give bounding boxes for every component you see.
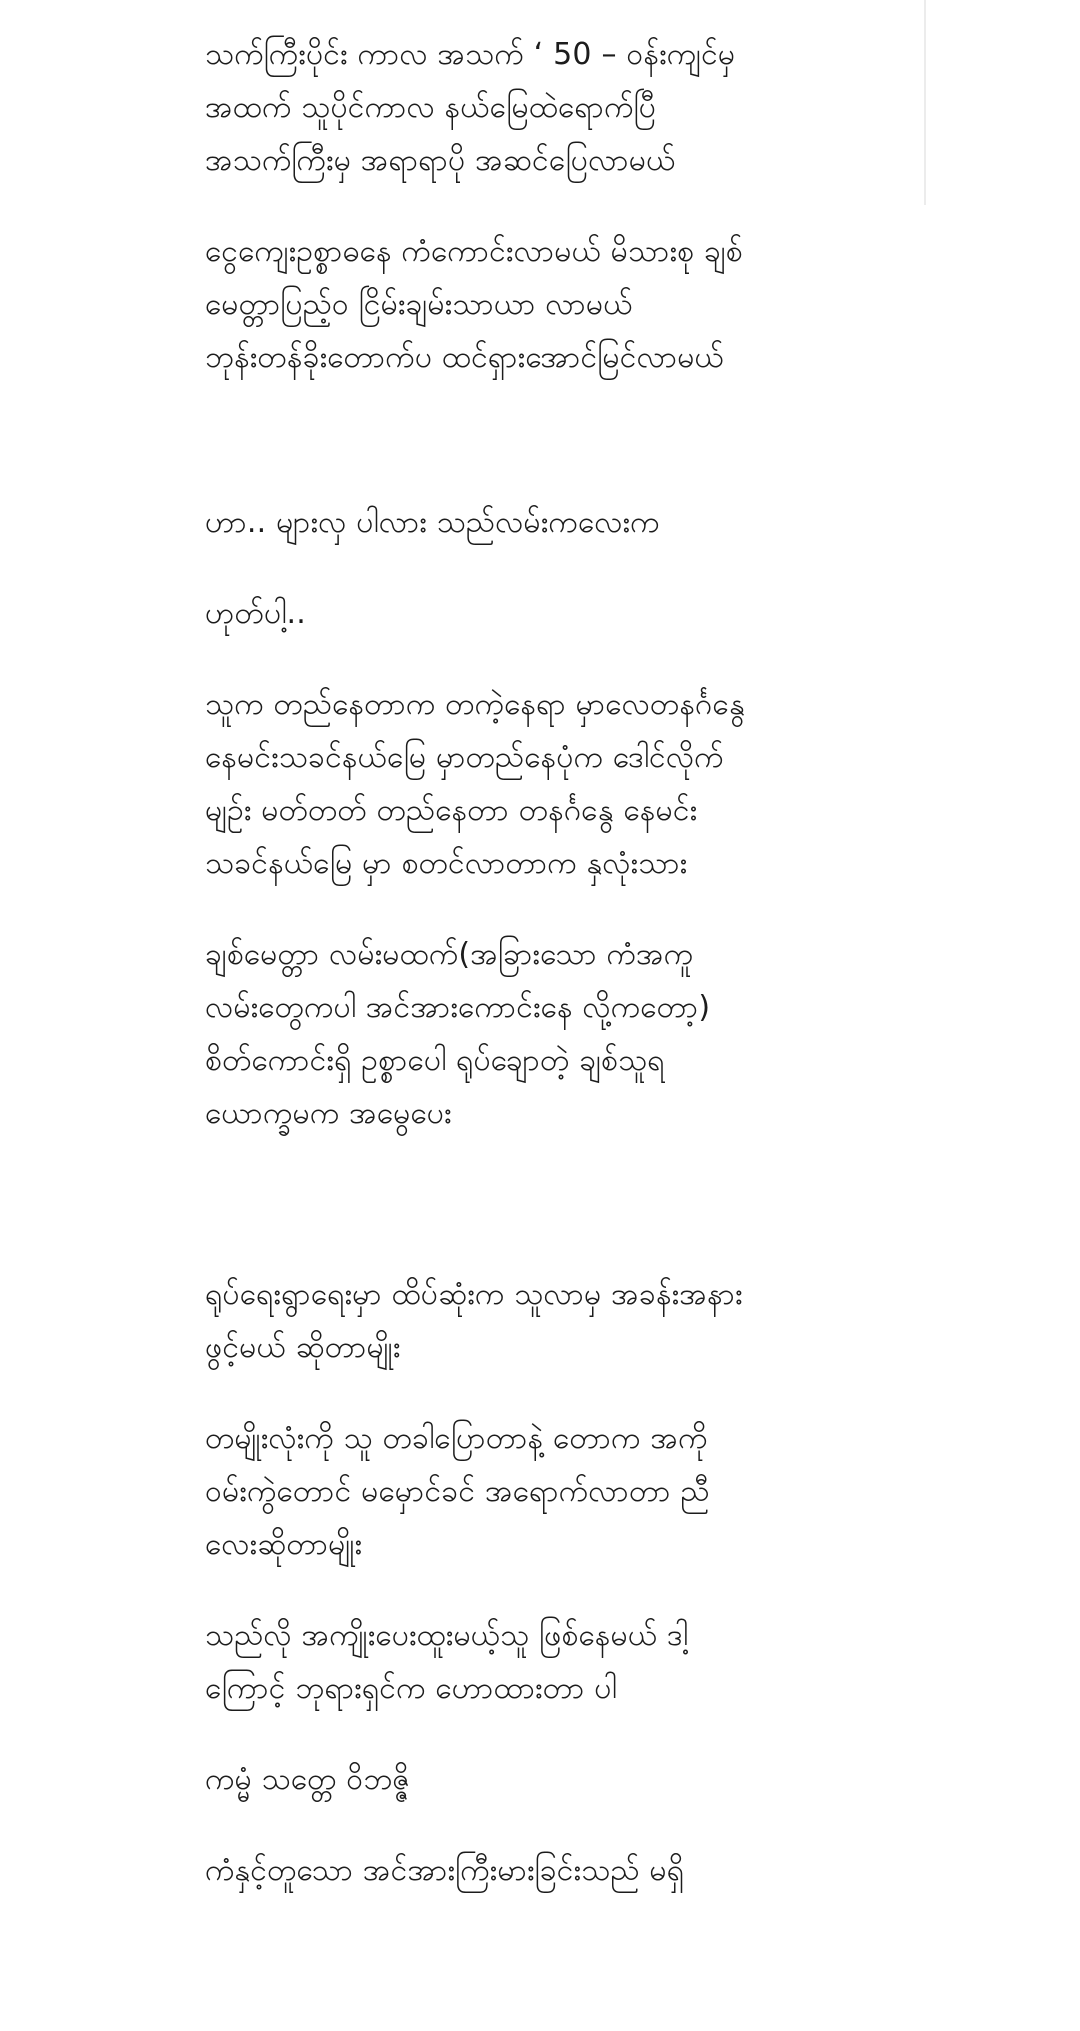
paragraph-age-fifty: သက်ကြီးပိုင်း ကာလ အသက် ‘ 50 – ဝန်းကျင်မှ အထက် သူပိုင်ကာလ နယ်မြေထဲရောက်ပြီ အသက်ကြီးမှ အရာရာပို အဆင်ပြေလာမယ်: [205, 37, 736, 178]
paragraph-village-affairs: ရုပ်ရေးရွာရေးမှာ ထိပ်ဆုံးက သူလာမှ အခန်းအနား ဖွင့်မယ် ဆိုတာမျိုး: [205, 1277, 743, 1365]
paragraph-pali-verse: ကမ္မံ သတ္တေ ဝိဘဇ္ဇိ: [205, 1762, 411, 1797]
paragraph-family-call: တမျိုးလုံးကို သူ တခါပြောတာနဲ့ တောက အကို ဝမ်းကွဲတောင် မမှောင်ခင် အရောက်လာတာ ညီ လေးဆိုတာမျိုး: [205, 1421, 710, 1562]
paragraph-buddha-taught: သည်လို အကျိုးပေးထူးမယ့်သူ ဖြစ်နေမယ် ဒါ့ ကြောင့် ဘုရားရှင်က ဟောထားတာ ပါ: [205, 1618, 688, 1706]
article-body: [205, 28, 925, 1935]
paragraph-love-path: ချစ်မေတ္တာ လမ်းမထက်(အခြားသော ကံအကူ လမ်းတွေကပါ အင်အားကောင်းနေ လို့ကတော့) စိတ်ကောင်းရှိ ဥစ္စာပေါ ရုပ်ချောတဲ့ ချစ်သူရ ယောက္ခမက အမွေပေး: [205, 937, 711, 1131]
paragraph-wealth-fortune: ငွေကျေးဥစ္စာဓနေ ကံကောင်းလာမယ် မိသားစု ချစ် မေတ္တာပြည့်ဝ ငြိမ်းချမ်းသာယာ လာမယ် ဘုန်းတန်ခိုးတောက်ပ ထင်ရှားအောင်မြင်လာမယ်: [205, 234, 743, 375]
paragraph-sunday-position: သူက တည်နေတာက တကဲ့နေရာ မှာလေတနင်္ဂနွေ နေမင်းသခင်နယ်မြေ မှာတည်နေပုံက ဒေါင်လိုက် မျဉ်း မတ်တတ် တည်နေတာ တနင်္ဂနွေ နေမင်း သခင်နယ်မြေ မှာ စတင်လာတာက နှလုံးသား: [205, 687, 745, 881]
paragraph-kamma-power: ကံနှင့်တူသော အင်အားကြီးမားခြင်းသည် မရှိ: [205, 1853, 685, 1888]
paragraph-exclaim: ဟာ.. များလှ ပါလား သည်လမ်းကလေးက: [205, 505, 660, 540]
paragraph-affirm: ဟုတ်ပါ့..: [205, 596, 306, 631]
